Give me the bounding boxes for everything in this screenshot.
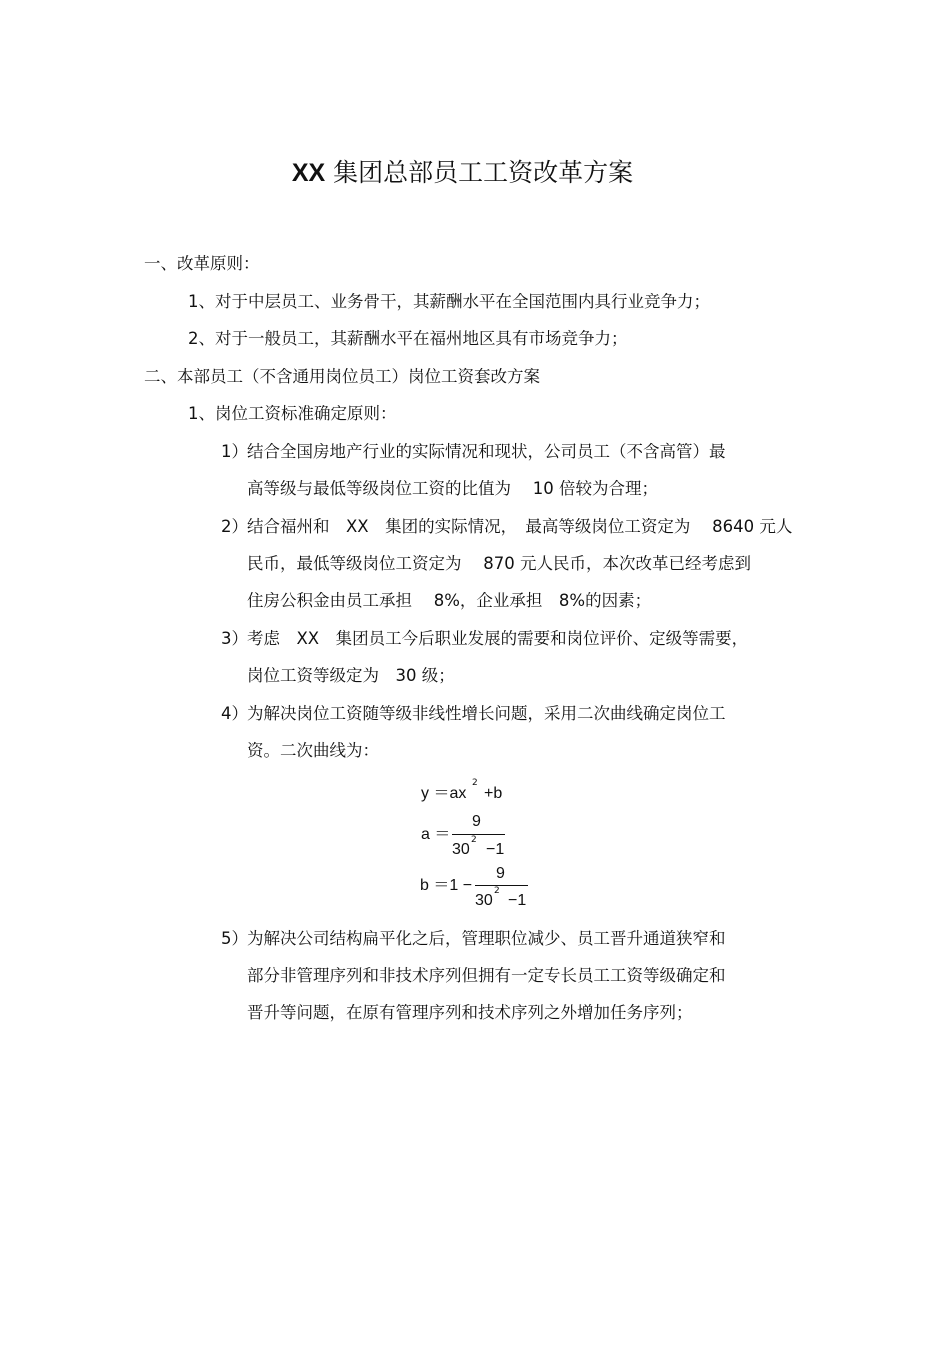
formula-y-tail: +b	[484, 785, 503, 802]
formula-a-numerator: 9	[472, 813, 481, 830]
subsection-1-heading: 1、岗位工资标准确定原则：	[188, 404, 397, 423]
point-line: 住房公积金由员工承担 8%，企业承担 8%的因素；	[247, 591, 652, 610]
principle-item-2: 2、对于一般员工，其薪酬水平在福州地区具有市场竞争力；	[188, 329, 628, 348]
section-2-heading: 二、本部员工（不含通用岗位员工）岗位工资套改方案	[144, 367, 540, 386]
point-line: 高等级与最低等级岗位工资的比值为 10 倍较为合理；	[247, 479, 658, 498]
point-line: 结合全国房地产行业的实际情况和现状，公司员工（不含高管）最	[247, 442, 726, 461]
formula-y-lhs: y ＝ax	[421, 785, 467, 802]
formula-a-fraction-bar	[452, 834, 505, 835]
formula-b-numerator: 9	[496, 865, 505, 882]
formula-b-den-tail: −1	[508, 892, 527, 909]
point-line: 结合福州和 XX 集团的实际情况， 最高等级岗位工资定为 8640 元人	[247, 517, 793, 536]
title-text: 集团总部员工工资改革方案	[333, 158, 634, 187]
point-number: 5）	[221, 929, 248, 948]
point-line: 民币，最低等级岗位工资定为 870 元人民币，本次改革已经考虑到	[247, 554, 751, 573]
point-number: 3）	[221, 629, 248, 648]
formula-a-den-tail: −1	[486, 841, 505, 858]
formula-b-den-exponent: 2	[494, 886, 500, 896]
point-line: 晋升等问题，在原有管理序列和技术序列之外增加任务序列；	[247, 1003, 693, 1022]
title-prefix: XX	[291, 159, 326, 187]
formula-a-lhs: a ＝	[421, 826, 451, 843]
point-line: 部分非管理序列和非技术序列但拥有一定专长员工工资等级确定和	[247, 966, 726, 985]
formula-a-den-base: 30	[452, 841, 470, 858]
point-number: 4）	[221, 704, 248, 723]
point-line: 为解决公司结构扁平化之后，管理职位减少、员工晋升通道狭窄和	[247, 929, 726, 948]
point-line: 资。二次曲线为：	[247, 741, 379, 760]
formula-b-den-base: 30	[475, 892, 493, 909]
formula-y-exponent: 2	[472, 778, 478, 788]
point-line: 考虑 XX 集团员工今后职业发展的需要和岗位评价、定级等需要，	[247, 629, 749, 648]
document-title	[0, 156, 925, 190]
formula-a-den-exponent: 2	[471, 835, 477, 845]
principle-item-1: 1、对于中层员工、业务骨干，其薪酬水平在全国范围内具行业竞争力；	[188, 292, 710, 311]
section-1-heading: 一、改革原则：	[144, 254, 260, 273]
point-line: 为解决岗位工资随等级非线性增长问题，采用二次曲线确定岗位工	[247, 704, 726, 723]
formula-b-lhs: b ＝1 −	[420, 877, 473, 894]
point-line: 岗位工资等级定为 30 级；	[247, 666, 455, 685]
point-number: 2）	[221, 517, 248, 536]
formula-b-fraction-bar	[475, 885, 528, 886]
point-number: 1）	[221, 442, 248, 461]
